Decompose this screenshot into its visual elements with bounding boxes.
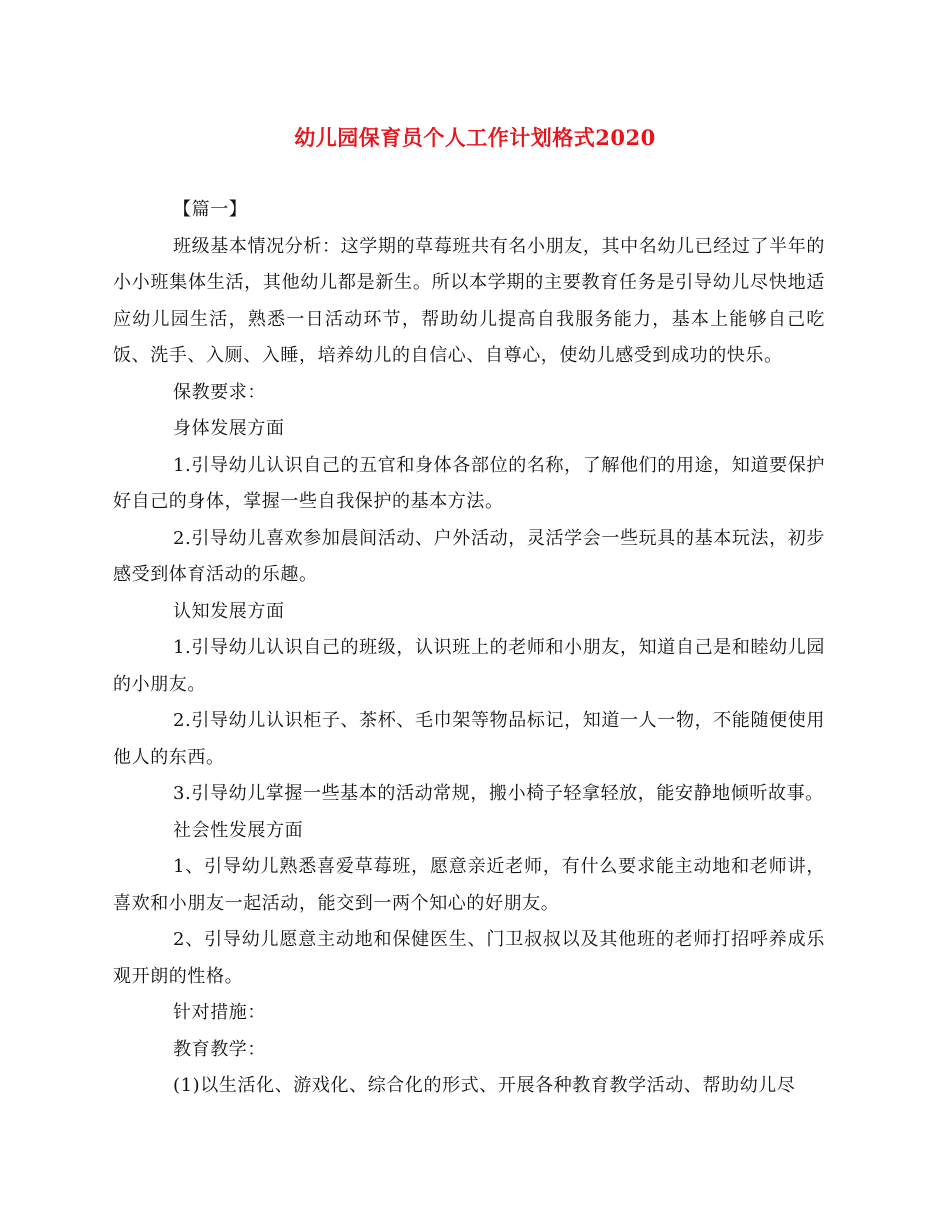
subheading: 针对措施： bbox=[173, 1002, 266, 1023]
list-item: 1.引导幼儿认识自己的五官和身体各部位的名称，了解他们的用途，知道要保护好自己的身体，掌握一些自我保护的基本方法。 bbox=[113, 454, 825, 512]
subheading: 保教要求： bbox=[173, 381, 266, 403]
subheading: 教育教学： bbox=[173, 1038, 266, 1060]
subheading: 认知发展方面 bbox=[173, 600, 285, 622]
subheading: 社会性发展方面 bbox=[173, 819, 304, 841]
list-item: 2.引导幼儿喜欢参加晨间活动、户外活动，灵活学会一些玩具的基本玩法，初步感受到体育活动的乐趣。 bbox=[113, 527, 825, 585]
section-heading: 【篇一】 bbox=[173, 199, 248, 220]
list-item: 2.引导幼儿认识柜子、茶杯、毛巾架等物品标记，知道一人一物，不能随便使用他人的东西。 bbox=[113, 710, 825, 768]
list-item: (1)以生活化、游戏化、综合化的形式、开展各种教育教学活动、帮助幼儿尽 bbox=[173, 1075, 796, 1096]
document-title: 幼儿园保育员个人工作计划格式2020 bbox=[294, 125, 656, 150]
document-body bbox=[113, 192, 825, 1105]
list-item: 2、引导幼儿愿意主动地和保健医生、门卫叔叔以及其他班的老师打招呼养成乐观开朗的性格。 bbox=[113, 929, 825, 987]
paragraph: 班级基本情况分析：这学期的草莓班共有名小朋友，其中名幼儿已经过了半年的小小班集体生活，其他幼儿都是新生。所以本学期的主要教育任务是引导幼儿尽快地适应幼儿园生活，熟悉一日活动环节，帮助幼儿提高自我服务能力，基本上能够自己吃饭、洗手、入厕、入睡，培养幼儿的自信心、自尊心，使幼儿感受到成功的快乐。 bbox=[113, 235, 825, 366]
list-item: 3.引导幼儿掌握一些基本的活动常规，搬小椅子轻拿轻放，能安静地倾听故事。 bbox=[173, 783, 824, 804]
list-item: 1、引导幼儿熟悉喜爱草莓班，愿意亲近老师，有什么要求能主动地和老师讲，喜欢和小朋友一起活动，能交到一两个知心的好朋友。 bbox=[113, 856, 825, 914]
list-item: 1.引导幼儿认识自己的班级，认识班上的老师和小朋友，知道自己是和睦幼儿园的小朋友。 bbox=[113, 637, 825, 695]
subheading: 身体发展方面 bbox=[173, 418, 285, 439]
